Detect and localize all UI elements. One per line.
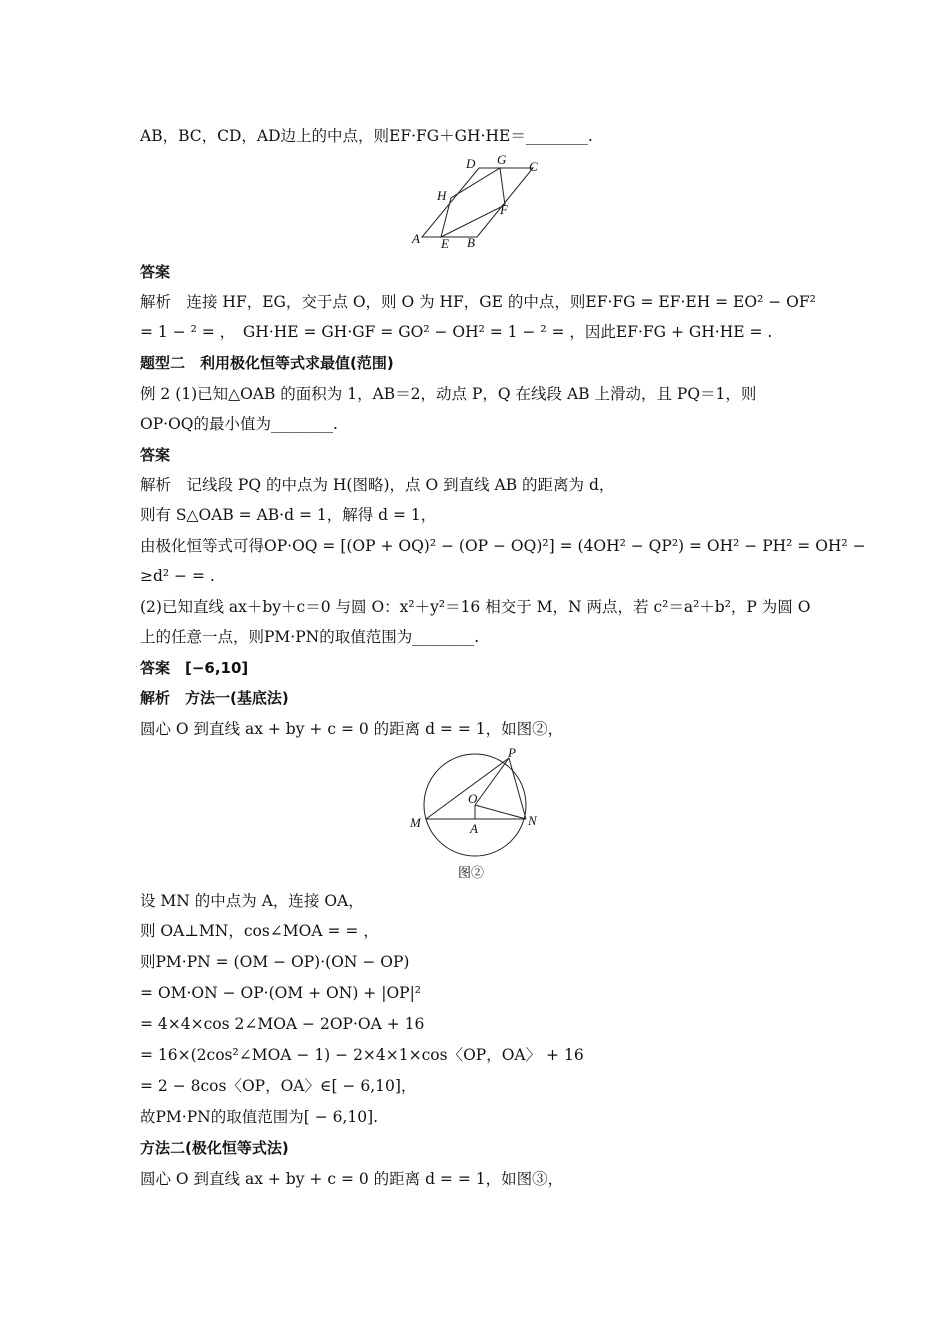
solution-2-line-d: ≥d² − = . [140, 567, 215, 585]
answer-3: 答案 [−6,10] [140, 659, 249, 677]
label-N: N [528, 813, 537, 828]
figure-2-caption: 图② [458, 866, 485, 881]
answer-label-2: 答案 [140, 446, 171, 464]
method2-heading: 方法二(极化恒等式法) [140, 1139, 289, 1157]
label-E: E [441, 236, 449, 251]
example-2-part2-line-b: 上的任意一点，则PM·PN的取值范围为________. [140, 628, 480, 646]
method1-line-b: 设 MN 的中点为 A，连接 OA， [140, 892, 364, 910]
section-heading-type2: 题型二 利用极化恒等式求最值(范围) [140, 354, 394, 372]
example-2-line-b: OP·OQ的最小值为________. [140, 415, 338, 433]
method1-line-f: = 4×4×cos 2∠MOA − 2OP·OA + 16 [140, 1015, 425, 1033]
label-G: G [497, 152, 507, 167]
method1-line-a: 圆心 O 到直线 ax + by + c = 0 的距离 d = = 1，如图②， [140, 720, 564, 738]
solution-2-line-a: 解析 记线段 PQ 的中点为 H(图略)，点 O 到直线 AB 的距离为 d， [140, 476, 615, 494]
solution-1-line-b: = 1 − ² = ， GH·HE = GH·GF = GO² − OH² = 1 − ² = ，因此EF·FG + GH·HE = . [140, 323, 773, 341]
solution-3-heading: 解析 方法一(基底法) [140, 689, 289, 707]
label-F: F [500, 202, 508, 217]
method1-line-h: = 2 − 8cos〈OP，OA〉∈[ − 6,10]， [140, 1077, 417, 1095]
label-A: A [412, 231, 420, 246]
method1-line-c: 则 OA⊥MN，cos∠MOA = = ， [140, 922, 379, 940]
circle-figure [400, 745, 550, 863]
solution-1-line-a: 解析 连接 HF，EG，交于点 O，则 O 为 HF，GE 的中点，则EF·FG = EF·EH = EO² − OF² [140, 293, 816, 311]
label-C: C [529, 159, 538, 174]
label-O: O [468, 791, 478, 806]
solution-2-line-c: 由极化恒等式可得OP·OQ = [(OP + OQ)² − (OP − OQ)²] = (4OH² − QP²) = OH² − PH² = OH² − [140, 537, 866, 555]
parallelogram-figure [405, 150, 555, 255]
text-line-1: AB，BC，CD，AD边上的中点，则EF·FG＋GH·HE＝________. [140, 127, 593, 145]
label-A2: A [470, 821, 478, 836]
method1-line-d: 则PM·PN = (OM − OP)·(ON − OP) [140, 953, 410, 971]
method1-line-g: = 16×(2cos²∠MOA − 1) − 2×4×1×cos〈OP，OA〉 + 16 [140, 1046, 584, 1064]
label-B: B [467, 235, 475, 250]
label-P: P [508, 745, 516, 760]
answer-label-1: 答案 [140, 263, 171, 281]
method2-line-a: 圆心 O 到直线 ax + by + c = 0 的距离 d = = 1，如图③， [140, 1170, 564, 1188]
example-2-part2-line-a: (2)已知直线 ax＋by＋c＝0 与圆 O：x²＋y²＝16 相交于 M，N 两点，若 c²＝a²＋b²，P 为圆 O [140, 598, 811, 616]
method1-line-e: = OM·ON − OP·(OM + ON) + |OP|² [140, 984, 422, 1002]
label-H: H [437, 188, 447, 203]
solution-2-line-b: 则有 S△OAB = AB·d = 1，解得 d = 1， [140, 506, 437, 524]
example-2-line-a: 例 2 (1)已知△OAB 的面积为 1，AB＝2，动点 P，Q 在线段 AB 上滑动，且 PQ＝1，则 [140, 385, 757, 403]
label-M: M [410, 815, 421, 830]
method1-line-i: 故PM·PN的取值范围为[ − 6,10]. [140, 1108, 379, 1126]
label-D: D [466, 156, 476, 171]
